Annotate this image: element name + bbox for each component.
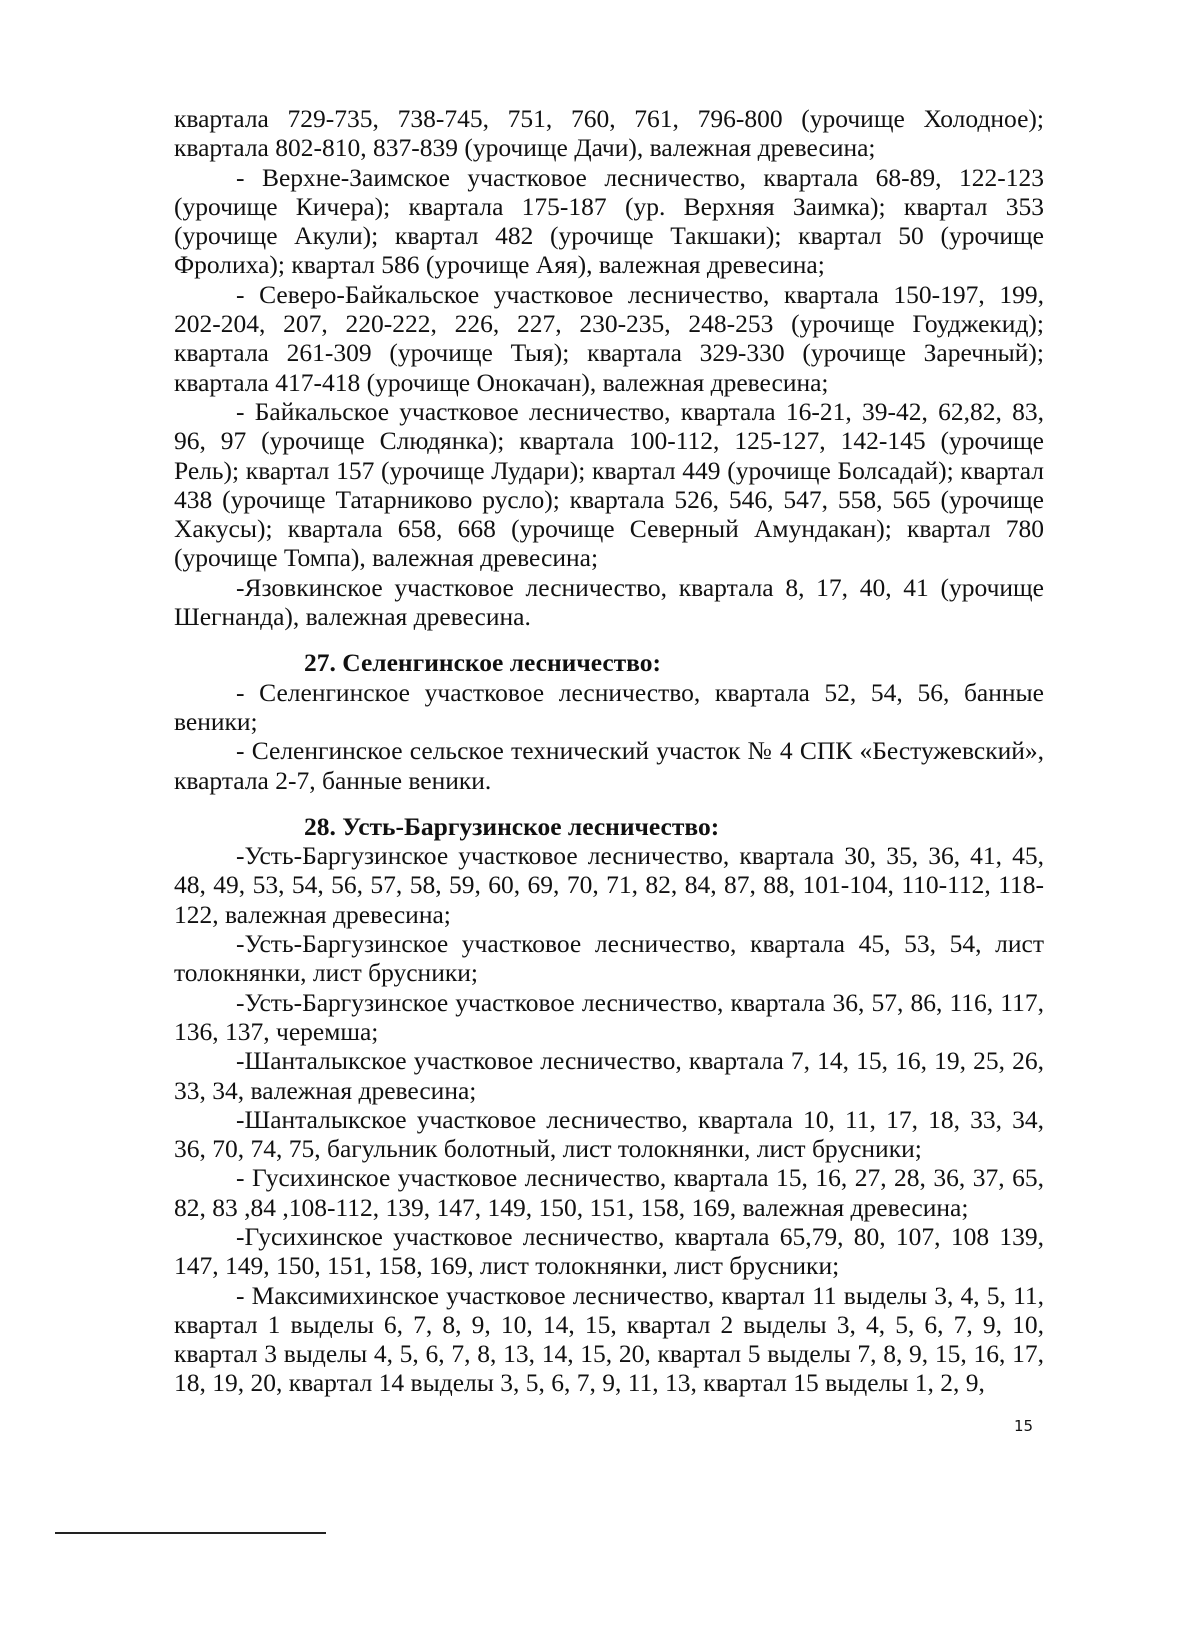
paragraph-baikalskoe: - Байкальское участковое лесничество, квартала 16-21, 39-42, 62,82, 83, 96, 97 (урочище Слюдянка); квартала 100-112, 125-127, 142-145 (урочище Рель); квартал 157 (урочище Лудари); квартал 449 (урочище Болсадай); квартал 438 (урочище Татарниково русло); квартала 526, 546, 547, 558, 565 (урочище Хакусы); квартала 658, 668 (урочище Северный Амундакан); квартал 780 (урочище Томпа), валежная древесина; <box>174 396 1044 573</box>
paragraph-gusikhinskoe-1: - Гусихинское участковое лесничество, квартала 15, 16, 27, 28, 36, 37, 65, 82, 83 ,84 ,108-112, 139, 147, 149, 150, 151, 158, 169, валежная древесина; <box>174 1163 1044 1222</box>
paragraph-shantalykskoe-1: -Шанталыкское участковое лесничество, квартала 7, 14, 15, 16, 19, 25, 26, 33, 34, валежная древесина; <box>174 1046 1044 1105</box>
paragraph-maksimikhinskoe: - Максимихинское участковое лесничество, квартал 11 выделы 3, 4, 5, 11, квартал 1 выделы 6, 7, 8, 9, 10, 14, 15, квартал 2 выделы 3, 4, 5, 6, 7, 9, 10, квартал 3 выделы 4, 5, 6, 7, 8, 13, 14, 15, 20, квартал 5 выделы 7, 8, 9, 15, 16, 17, 18, 19, 20, квартал 14 выделы 3, 5, 6, 7, 9, 11, 13, квартал 15 выделы 1, 2, 9, <box>174 1280 1044 1398</box>
footnote-divider <box>55 1532 326 1534</box>
page-number: 15 <box>1014 1417 1034 1435</box>
paragraph-gusikhinskoe-2: -Гусихинское участковое лесничество, квартала 65,79, 80, 107, 108 139, 147, 149, 150, 151, 158, 169, лист толокнянки, лист брусники; <box>174 1221 1044 1281</box>
paragraph-shantalykskoe-2: -Шанталыкское участковое лесничество, квартала 10, 11, 17, 18, 33, 34, 36, 70, 74, 75, багульник болотный, лист толокнянки, лист брусники; <box>174 1104 1044 1164</box>
paragraph-intro-1: квартала 729-735, 738-745, 751, 760, 761, 796-800 (урочище Холодное); квартала 802-810, 837-839 (урочище Дачи), валежная древесина; <box>174 104 1044 163</box>
document-page <box>174 104 1044 1398</box>
paragraph-ust-barguzinskoe-1: -Усть-Баргузинское участковое лесничество, квартала 30, 35, 36, 41, 45, 48, 49, 53, 54, 56, 57, 58, 59, 60, 69, 70, 71, 82, 84, 87, 88, 101-104, 110-112, 118-122, валежная древесина; <box>174 841 1044 929</box>
paragraph-verkhne-zaimskoe: - Верхне-Заимское участковое лесничество, квартала 68-89, 122-123 (урочище Кичера); квартала 175-187 (ур. Верхняя Заимка); квартал 353 (урочище Акули); квартал 482 (урочище Такшаки); квартал 50 (урочище Фролиха); квартал 586 (урочище Аяя), валежная древесина; <box>174 162 1044 280</box>
section-heading-28: 28. Усть-Баргузинское лесничество: <box>304 811 720 841</box>
paragraph-selenginskoe-2: - Селенгинское сельское технический участок № 4 СПК «Бестужевский», квартала 2-7, банные веники. <box>174 736 1044 795</box>
paragraph-selenginskoe-1: - Селенгинское участковое лесничество, квартала 52, 54, 56, банные веники; <box>174 677 1044 736</box>
section-heading-27: 27. Селенгинское лесничество: <box>304 648 662 678</box>
paragraph-yazovkinskoe: -Язовкинское участковое лесничество, квартала 8, 17, 40, 41 (урочище Шегнанда), валежная древесина. <box>174 572 1044 632</box>
paragraph-ust-barguzinskoe-2: -Усть-Баргузинское участковое лесничество, квартала 45, 53, 54, лист толокнянки, лист брусники; <box>174 929 1044 988</box>
paragraph-severo-baikalskoe: - Северо-Байкальское участковое лесничество, квартала 150-197, 199, 202-204, 207, 220-222, 226, 227, 230-235, 248-253 (урочище Гоуджекид); квартала 261-309 (урочище Тыя); квартала 329-330 (урочище Заречный); квартала 417-418 (урочище Онокачан), валежная древесина; <box>174 279 1044 397</box>
paragraph-ust-barguzinskoe-3: -Усть-Баргузинское участковое лесничество, квартала 36, 57, 86, 116, 117, 136, 137, черемша; <box>174 987 1044 1046</box>
